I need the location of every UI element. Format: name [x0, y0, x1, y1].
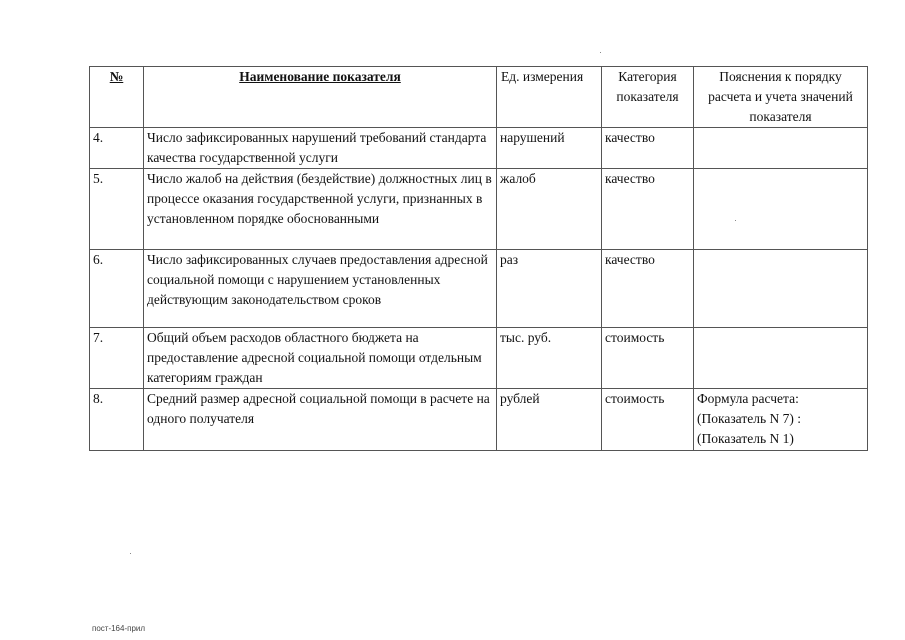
row-category: качество [602, 128, 694, 169]
header-num: № [90, 67, 144, 128]
row-category: стоимость [602, 389, 694, 451]
table-row [90, 328, 868, 389]
row-category: качество [602, 250, 694, 328]
row-notes [694, 250, 868, 328]
row-category: стоимость [602, 328, 694, 389]
row-category: качество [602, 169, 694, 250]
header-row [90, 67, 868, 128]
row-unit: рублей [497, 389, 602, 451]
row-name: Число зафиксированных нарушений требований стандарта качества государственной услуги [144, 128, 497, 169]
header-name: Наименование показателя [144, 67, 497, 128]
scan-speck [130, 553, 131, 554]
scan-speck [735, 220, 736, 221]
row-name: Общий объем расходов областного бюджета на предоставление адресной социальной помощи отдельным категориям граждан [144, 328, 497, 389]
row-notes [694, 128, 868, 169]
row-name: Средний размер адресной социальной помощи в расчете на одного получателя [144, 389, 497, 451]
header-notes: Пояснения к порядку расчета и учета значений показателя [694, 67, 868, 128]
row-unit: жалоб [497, 169, 602, 250]
table-row [90, 169, 868, 250]
table-row [90, 128, 868, 169]
row-num: 6. [90, 250, 144, 328]
row-num: 4. [90, 128, 144, 169]
row-num: 5. [90, 169, 144, 250]
header-unit: Ед. измерения [497, 67, 602, 128]
indicators-table [89, 66, 868, 451]
document-code: пост-164-прил [92, 624, 146, 633]
table-row [90, 389, 868, 451]
scan-speck [600, 52, 601, 53]
row-notes [694, 169, 868, 250]
row-notes [694, 328, 868, 389]
row-name: Число жалоб на действия (бездействие) должностных лиц в процессе оказания государственной услуги, признанных в установленном порядке обоснованными [144, 169, 497, 250]
row-name: Число зафиксированных случаев предоставления адресной социальной помощи с нарушением установленных действующим законодательством сроков [144, 250, 497, 328]
row-unit: тыс. руб. [497, 328, 602, 389]
row-num: 7. [90, 328, 144, 389]
header-category: Категория показателя [602, 67, 694, 128]
table-row [90, 250, 868, 328]
row-notes: Формула расчета: (Показатель N 7) : (Показатель N 1) [694, 389, 868, 451]
row-num: 8. [90, 389, 144, 451]
row-unit: нарушений [497, 128, 602, 169]
row-unit: раз [497, 250, 602, 328]
